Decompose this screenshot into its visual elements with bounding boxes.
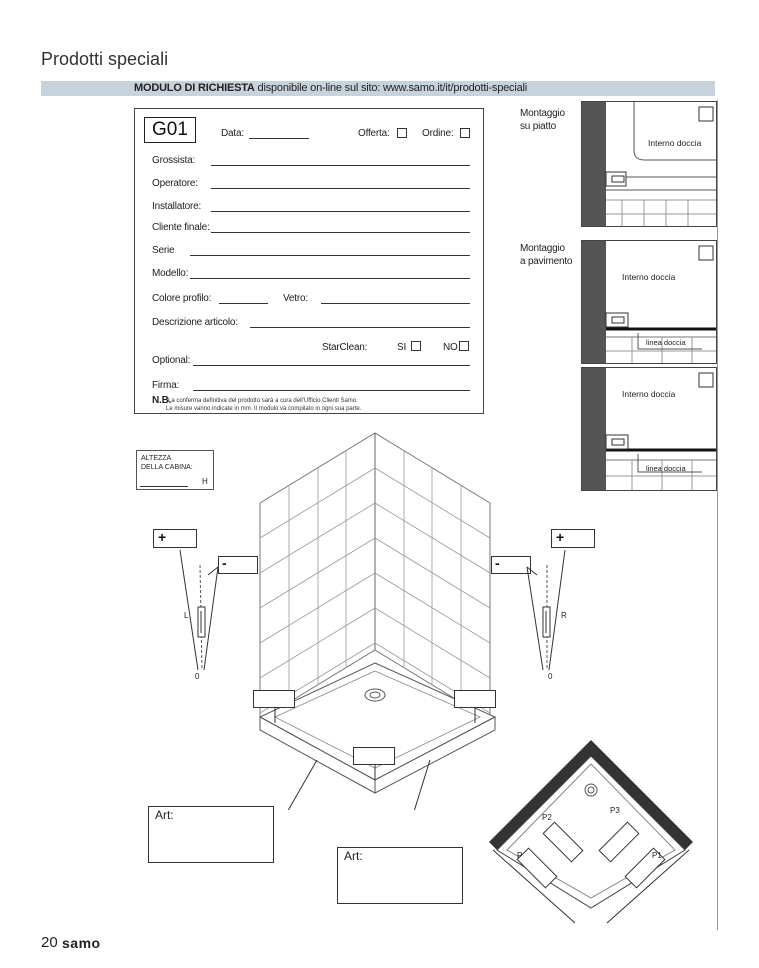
banner-url-text: disponibile on-line sul sito: www.samo.it/it/prodotti-speciali [254, 82, 527, 94]
offerta-label: Offerta: [358, 128, 390, 139]
si-label: SI [397, 342, 407, 353]
optional-field[interactable] [193, 365, 470, 366]
measure-box-front[interactable] [353, 747, 395, 765]
montaggio-pavimento-label: Montaggio a pavimento [520, 243, 573, 267]
left-hinge-drawing [160, 545, 230, 685]
page-number: 20 [41, 934, 58, 951]
installatore-label: Installatore: [152, 201, 202, 212]
right-hinge-drawing [515, 545, 585, 685]
firma-label: Firma: [152, 380, 180, 391]
minus-sign-left: - [222, 555, 227, 571]
measure-box-right[interactable] [454, 690, 496, 708]
colore-label: Colore profilo: [152, 293, 212, 304]
panel-piatto [581, 101, 717, 227]
optional-label: Optional: [152, 355, 191, 366]
banner-bold: MODULO DI RICHIESTA [134, 82, 255, 94]
panel-piatto-drawing [582, 102, 717, 227]
vetro-label: Vetro: [283, 293, 308, 304]
grossista-field[interactable] [211, 165, 470, 166]
data-field[interactable] [249, 138, 309, 139]
cliente-field[interactable] [211, 232, 470, 233]
starclean-label: StarClean: [322, 342, 368, 353]
installatore-field[interactable] [211, 211, 470, 212]
grossista-label: Grossista: [152, 155, 196, 166]
no-label: NO [443, 342, 458, 353]
si-checkbox[interactable] [411, 341, 421, 351]
altezza-label: ALTEZZA DELLA CABINA: [141, 455, 193, 471]
no-checkbox[interactable] [459, 341, 469, 351]
l-label: L [184, 611, 189, 620]
interno-doccia-2: Interno doccia [622, 272, 676, 282]
measure-box-left[interactable] [253, 690, 295, 708]
page-title: Prodotti speciali [41, 49, 169, 69]
art-label-left: Art: [155, 808, 174, 822]
plan-view-drawing [485, 738, 700, 928]
plus-sign-right: + [556, 529, 565, 545]
art-label-right: Art: [344, 849, 363, 863]
modello-field[interactable] [190, 278, 470, 279]
zero-label-left: 0 [195, 672, 200, 681]
request-form [134, 108, 484, 414]
p3-label: P3 [610, 806, 620, 815]
descrizione-label: Descrizione articolo: [152, 317, 238, 328]
operatore-field[interactable] [211, 188, 470, 189]
p1-label: P1 [652, 851, 662, 860]
firma-field[interactable] [193, 390, 470, 391]
brand-logo: samo [62, 935, 101, 951]
serie-field[interactable] [190, 255, 470, 256]
colore-field[interactable] [219, 303, 268, 304]
panel-pavimento-2 [581, 367, 717, 491]
panel-pavimento-1 [581, 240, 717, 364]
nb-label: N.B. [152, 395, 172, 406]
modello-label: Modello: [152, 268, 189, 279]
p2-label: P2 [542, 813, 552, 822]
descrizione-field[interactable] [250, 327, 470, 328]
h-label: H [202, 477, 208, 486]
zero-label-right: 0 [548, 672, 553, 681]
note-line-2: Le misure vanno indicate in mm. Il modulo va compilato in ogni sua parte. [166, 406, 362, 412]
linea-doccia-2: linea doccia [646, 464, 686, 473]
banner-text [134, 82, 527, 94]
montaggio-piatto-label: Montaggio su piatto [520, 108, 565, 132]
ordine-checkbox[interactable] [460, 128, 470, 138]
cliente-label: Cliente finale: [152, 222, 210, 233]
interno-doccia-1: Interno doccia [648, 138, 702, 148]
interno-doccia-3: Interno doccia [622, 389, 676, 399]
plus-sign-left: + [158, 529, 167, 545]
linea-doccia-1: linea doccia [646, 338, 686, 347]
offerta-checkbox[interactable] [397, 128, 407, 138]
vertical-rule [717, 100, 718, 930]
operatore-label: Operatore: [152, 178, 198, 189]
note-line-1: La conferma definitiva del prodotto sarà a cura dell'Ufficio Clienti Samo. [168, 398, 358, 404]
r-label: R [561, 611, 567, 620]
minus-sign-right: - [495, 555, 500, 571]
data-label: Data: [221, 128, 244, 139]
serie-label: Serie [152, 245, 175, 256]
p-label: P [517, 851, 523, 860]
vetro-field[interactable] [321, 303, 470, 304]
ordine-label: Ordine: [422, 128, 454, 139]
form-code: G01 [144, 117, 196, 143]
